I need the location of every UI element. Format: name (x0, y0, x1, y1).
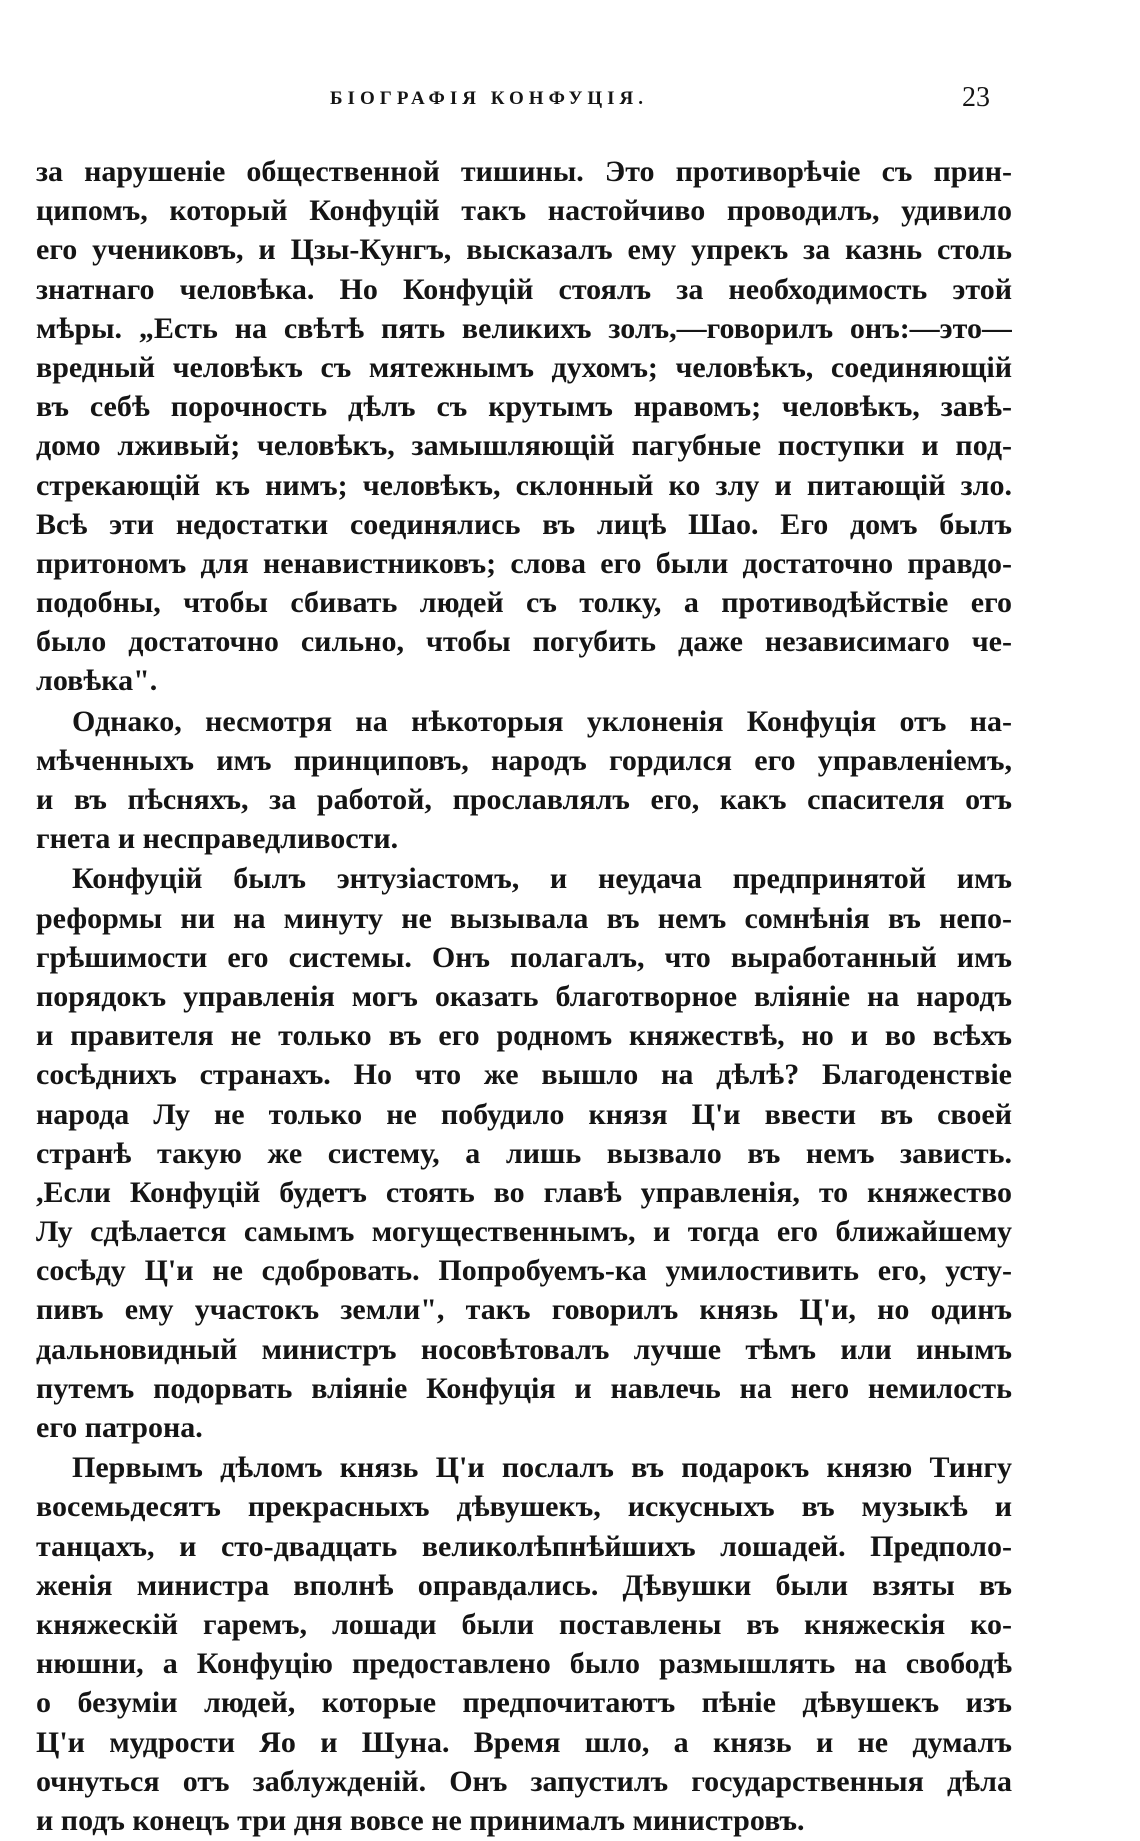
text-line: Всѣ эти недостатки соединялись въ лицѣ Шао. Его домъ былъ (36, 507, 1012, 541)
text-line: о безуміи людей, которые предпочитаютъ пѣніе дѣвушекъ изъ (36, 1686, 1012, 1720)
text-line: восемьдесятъ прекрасныхъ дѣвушекъ, искусныхъ въ музыкѣ и (36, 1490, 1012, 1524)
text-line: танцахъ, и сто-двадцать великолѣпнѣйшихъ лошадей. Предполо- (36, 1529, 1012, 1563)
text-line: въ себѣ порочность дѣлъ съ крутымъ нравомъ; человѣкъ, завѣ- (36, 390, 1012, 424)
running-title: БІОГРАФІЯ КОНФУЦІЯ. (330, 88, 649, 109)
paragraph (36, 1448, 1012, 1840)
paragraph (36, 702, 1012, 859)
text-line: странѣ такую же систему, а лишь вызвало въ немъ зависть. (36, 1136, 1012, 1170)
text-line: ципомъ, который Конфуцій такъ настойчиво проводилъ, удивило (36, 194, 1012, 228)
text-line: ловѣка". (36, 664, 158, 698)
text-line: сосѣднихъ странахъ. Но что же вышло на дѣлѣ? Благоденствіе (36, 1058, 1012, 1092)
text-line: гнета и несправедливости. (36, 822, 399, 856)
text-line: реформы ни на минуту не вызывала въ немъ сомнѣнія въ непо- (36, 901, 1012, 935)
text-line: очнуться отъ заблужденій. Онъ запустилъ государственныя дѣла (36, 1764, 1012, 1798)
text-line: за нарушеніе общественной тишины. Это противорѣчіе съ прин- (36, 155, 1012, 188)
text-line: Лу сдѣлается самымъ могущественнымъ, и тогда его ближайшему (36, 1215, 1012, 1249)
text-line: вредный человѣкъ съ мятежнымъ духомъ; человѣкъ, соединяющій (36, 350, 1012, 384)
text-line: и правителя не только въ его родномъ княжествѣ, но и во всѣхъ (36, 1019, 1012, 1053)
text-line: княжескій гаремъ, лошади были поставлены въ княжескія ко- (36, 1607, 1012, 1641)
text-line: грѣшимости его системы. Онъ полагалъ, что выработанный имъ (36, 940, 1012, 974)
text-line: Ц'и мудрости Яо и Шуна. Время шло, а князь и не думалъ (36, 1725, 1012, 1759)
text-line: и подъ конецъ три дня вовсе не принималъ министровъ. (36, 1803, 805, 1837)
text-line: подобны, чтобы сбивать людей съ толку, а противодѣйствіе его (36, 586, 1012, 620)
text-line: порядокъ управленія могъ оказать благотворное вліяніе на народъ (36, 979, 1012, 1013)
text-line: домо лживый; человѣкъ, замышляющій пагубные поступки и под- (36, 429, 1012, 463)
text-line: мѣры. „Есть на свѣтѣ пять великихъ золъ,—говорилъ онъ:—это— (36, 311, 1012, 345)
text-line: Конфуцій былъ энтузіастомъ, и неудача предпринятой имъ (72, 862, 1012, 896)
text-line: его патрона. (36, 1411, 203, 1444)
text-line: Однако, несмотря на нѣкоторыя уклоненія Конфуція отъ на- (72, 704, 1012, 738)
text-line: дальновидный министръ носовѣтовалъ лучше тѣмъ или инымъ (36, 1332, 1012, 1366)
text-line: женія министра вполнѣ оправдались. Дѣвушки были взяты въ (36, 1568, 1012, 1602)
text-line: его учениковъ, и Цзы-Кунгъ, высказалъ ему упрекъ за казнь столь (36, 233, 1012, 267)
text-line: стрекающій къ нимъ; человѣкъ, склонный ко злу и питающій зло. (36, 468, 1012, 502)
text-line: пивъ ему участокъ земли", такъ говорилъ князь Ц'и, но одинъ (36, 1293, 1012, 1327)
text-line: притономъ для ненавистниковъ; слова его были достаточно правдо- (36, 546, 1012, 580)
text-line: народа Лу не только не побудило князя Ц'и ввести въ своей (36, 1097, 1012, 1131)
paragraph (36, 152, 1012, 701)
text-line: путемъ подорвать вліяніе Конфуція и навлечь на него немилость (36, 1371, 1012, 1405)
text-line: знатнаго человѣка. Но Конфуцій стоялъ за необходимость этой (36, 272, 1012, 306)
text-line: нюшни, а Конфуцію предоставлено было размышлять на свободѣ (36, 1647, 1012, 1681)
body-text (36, 152, 1012, 1841)
text-line: мѣченныхъ имъ принциповъ, народъ гордился его управленіемъ, (36, 743, 1012, 777)
text-line: ,Если Конфуцій будетъ стоять во главѣ управленія, то княжество (36, 1175, 1012, 1209)
text-line: сосѣду Ц'и не сдобровать. Попробуемъ-ка умилостивить его, усту- (36, 1254, 1012, 1288)
text-line: и въ пѣсняхъ, за работой, прославлялъ его, какъ спасителя отъ (36, 783, 1012, 816)
page-number: 23 (962, 82, 990, 113)
paragraph (36, 859, 1012, 1447)
text-line: Первымъ дѣломъ князь Ц'и послалъ въ подарокъ князю Тингу (72, 1451, 1012, 1485)
text-line: было достаточно сильно, чтобы погубить даже независимаго че- (36, 625, 1012, 659)
